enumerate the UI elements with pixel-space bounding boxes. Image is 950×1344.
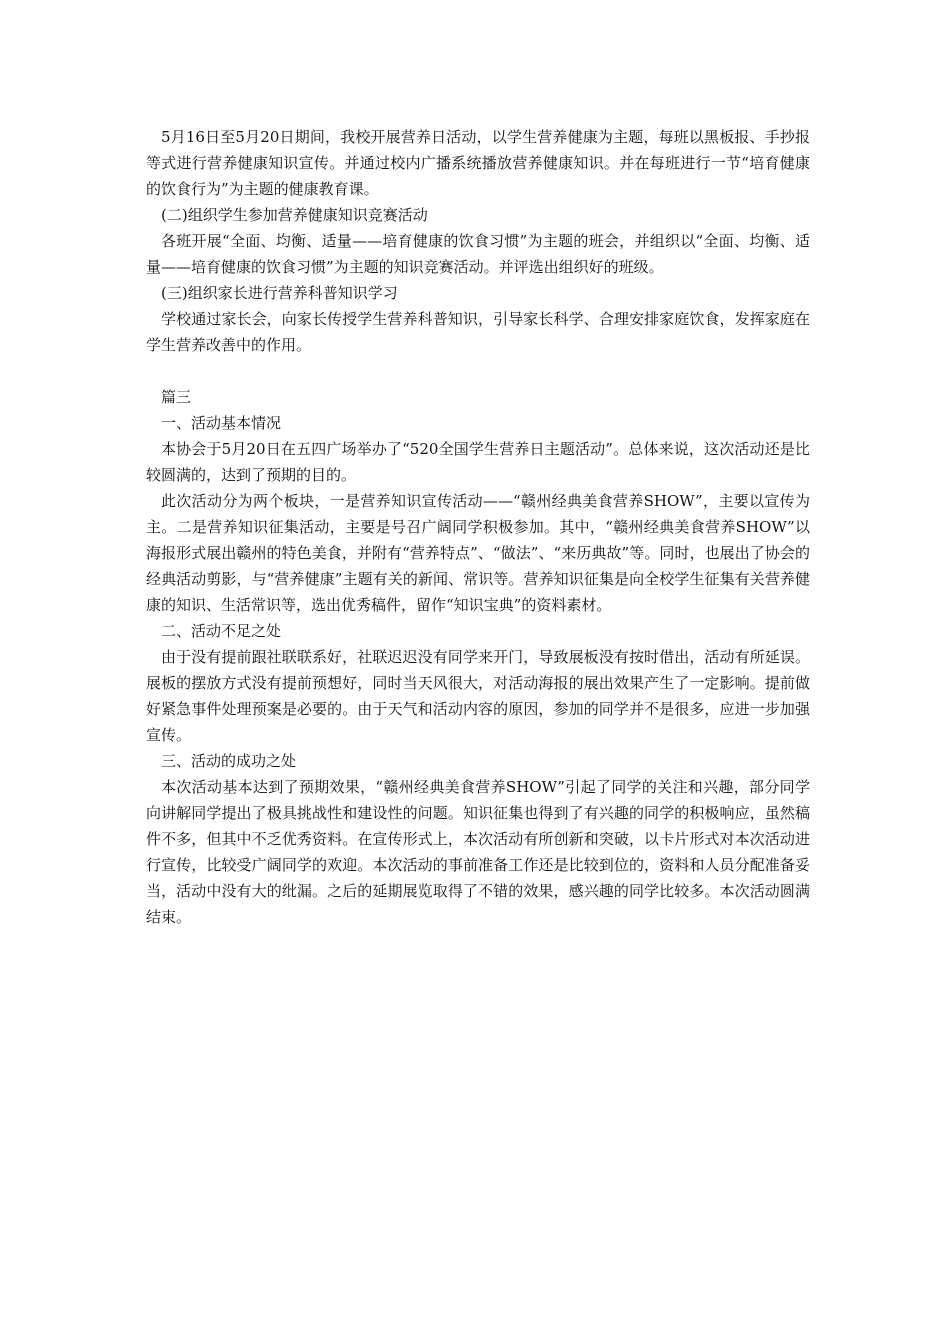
part1-paragraph-2: 此次活动分为两个板块，一是营养知识宣传活动——“赣州经典美食营养SHOW”，主要以宣传为主。二是营养知识征集活动，主要是号召广阔同学积极参加。其中，“赣州经典美食营养SHOW”以海报形式展出赣州的特色美食，并附有“营养特点”、“做法”、“来历典故”等。同时，也展出了协会的经典活动剪影，与“营养健康”主题有关的新闻、常识等。营养知识征集是向全校学生征集有关营养健康的知识、生活常识等，选出优秀稿件，留作“知识宝典”的资料素材。 <box>146 492 810 614</box>
part3-heading: 三、活动的成功之处 <box>161 752 297 770</box>
part3-paragraph: 本次活动基本达到了预期效果，“赣州经典美食营养SHOW”引起了同学的关注和兴趣，部分同学向讲解同学提出了极具挑战性和建设性的问题。知识征集也得到了有兴趣的同学的积极响应，虽然稿件不多，但其中不乏优秀资料。在宣传形式上，本次活动有所创新和突破，以卡片形式对本次活动进行宣传，比较受广阔同学的欢迎。本次活动的事前准备工作还是比较到位的，资料和人员分配准备妥当，活动中没有大的纰漏。之后的延期展览取得了不错的效果，感兴趣的同学比较多。本次活动圆满结束。 <box>146 778 810 926</box>
section-title: 篇三 <box>161 388 192 406</box>
section-spacer <box>146 358 810 384</box>
item2-body: 各班开展“全面、均衡、适量——培育健康的饮食习惯”为主题的班会，并组织以“全面、均衡、适量——培育健康的饮食习惯”为主题的知识竞赛活动。并评选出组织好的班级。 <box>146 232 810 276</box>
part1-heading: 一、活动基本情况 <box>161 414 282 432</box>
item2-heading: (二)组织学生参加营养健康知识竞赛活动 <box>161 206 428 224</box>
item3-heading: (三)组织家长进行营养科普知识学习 <box>161 284 398 302</box>
item3-body: 学校通过家长会，向家长传授学生营养科普知识，引导家长科学、合理安排家庭饮食，发挥家庭在学生营养改善中的作用。 <box>146 310 810 354</box>
part2-heading: 二、活动不足之处 <box>161 622 282 640</box>
document-page <box>146 124 810 930</box>
intro-paragraph: 5月16日至5月20日期间，我校开展营养日活动，以学生营养健康为主题，每班以黑板报、手抄报等式进行营养健康知识宣传。并通过校内广播系统播放营养健康知识。并在每班进行一节“培育健康的饮食行为”为主题的健康教育课。 <box>146 128 810 198</box>
part1-paragraph-1: 本协会于5月20日在五四广场举办了“520全国学生营养日主题活动”。总体来说，这次活动还是比较圆满的，达到了预期的目的。 <box>146 440 810 484</box>
part2-paragraph: 由于没有提前跟社联联系好，社联迟迟没有同学来开门，导致展板没有按时借出，活动有所延误。展板的摆放方式没有提前预想好，同时当天风很大，对活动海报的展出效果产生了一定影响。提前做好紧急事件处理预案是必要的。由于天气和活动内容的原因，参加的同学并不是很多，应进一步加强宣传。 <box>146 648 810 744</box>
